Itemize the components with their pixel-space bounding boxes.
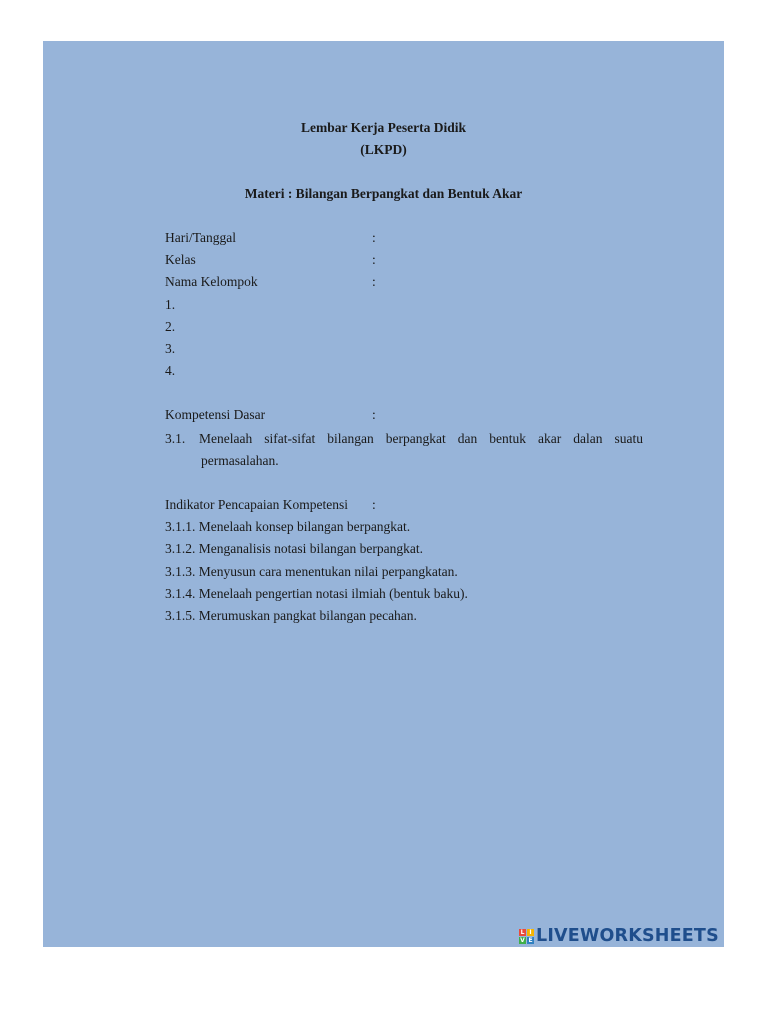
indikator-item: 3.1.5. Merumuskan pangkat bilangan pecahan.	[165, 608, 417, 623]
indikator-colon: :	[372, 497, 376, 512]
field-colon-nama-kelompok: :	[372, 274, 376, 289]
field-label-nama-kelompok: Nama Kelompok	[165, 274, 258, 289]
kompetensi-item-text: Menelaah sifat-sifat bilangan berpangkat dan bentuk akar dalan suatu	[199, 431, 643, 446]
liveworksheets-logo[interactable]	[519, 924, 719, 948]
kompetensi-item-number: 3.1.	[165, 431, 186, 446]
mark-letter: L	[520, 928, 525, 936]
kompetensi-item-text-cont: permasalahan.	[201, 453, 279, 468]
indikator-item: 3.1.4. Menelaah pengertian notasi ilmiah (bentuk baku).	[165, 586, 468, 601]
field-colon-kelas: :	[372, 252, 376, 267]
mark-letter: I	[527, 929, 534, 936]
group-member-number: 2.	[165, 319, 176, 334]
materi-heading: Materi : Bilangan Berpangkat dan Bentuk Akar	[244, 186, 523, 201]
kompetensi-dasar-colon: :	[372, 407, 376, 422]
group-member-number: 3.	[165, 341, 176, 356]
field-label-hari-tanggal: Hari/Tanggal	[165, 230, 237, 245]
mark-letter: E	[528, 936, 533, 944]
field-colon-hari-tanggal: :	[372, 230, 376, 245]
worksheet-page	[43, 41, 724, 947]
indikator-item: 3.1.1. Menelaah konsep bilangan berpangkat.	[165, 519, 411, 534]
liveworksheets-mark-icon	[519, 929, 534, 944]
indikator-item: 3.1.2. Menganalisis notasi bilangan berpangkat.	[165, 541, 423, 556]
worksheet-title: Lembar Kerja Peserta Didik	[300, 120, 467, 135]
indikator-item: 3.1.3. Menyusun cara menentukan nilai perpangkatan.	[165, 564, 458, 579]
kompetensi-dasar-label: Kompetensi Dasar	[165, 407, 266, 422]
indikator-label: Indikator Pencapaian Kompetensi	[165, 497, 348, 512]
group-member-number: 4.	[165, 363, 176, 378]
group-member-number: 1.	[165, 297, 176, 312]
field-label-kelas: Kelas	[165, 252, 196, 267]
liveworksheets-wordmark: LIVEWORKSHEETS	[536, 926, 719, 946]
worksheet-subtitle: (LKPD)	[360, 142, 407, 157]
mark-letter: V	[520, 936, 525, 944]
